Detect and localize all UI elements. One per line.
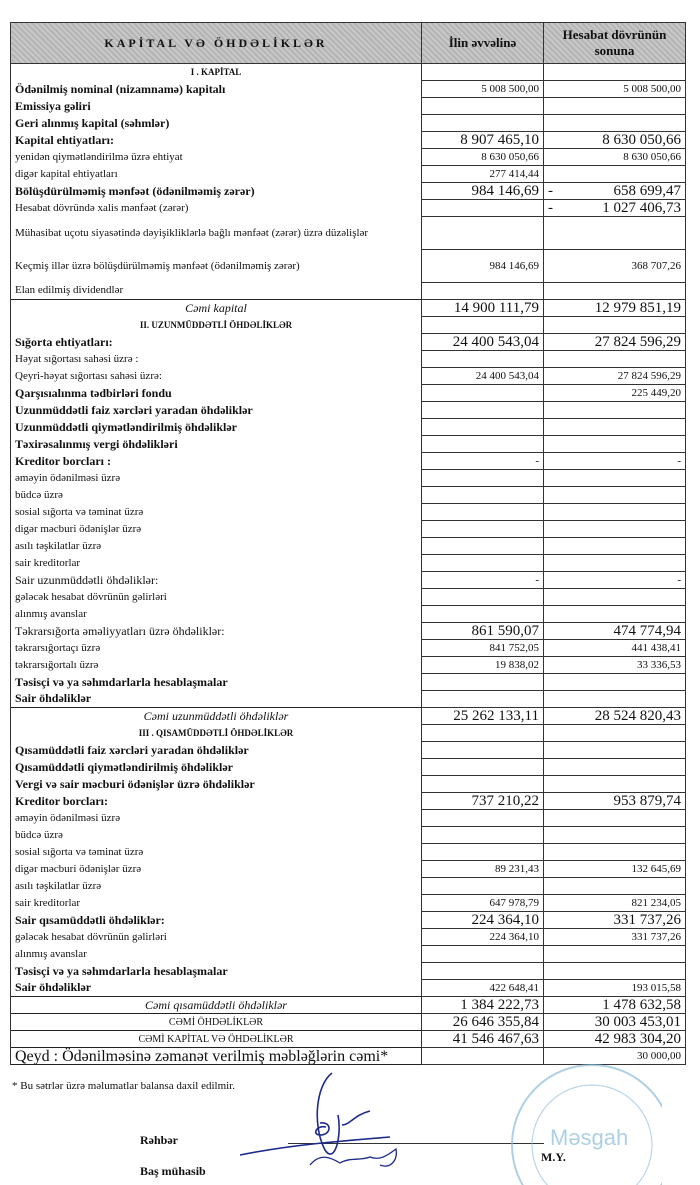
cell-value: 984 146,69: [471, 182, 539, 199]
table-row: [11, 166, 686, 183]
value-end-of-period: [544, 132, 686, 149]
total-row: [11, 1014, 686, 1031]
table-row: [11, 844, 686, 861]
value-start-of-year: [422, 912, 544, 929]
row-label: sosial sığorta və təminat üzrə: [11, 844, 422, 861]
table-row: [11, 878, 686, 895]
total-row: [11, 300, 686, 317]
table-row: [11, 419, 686, 436]
row-label: Vergi və sair məcburi ödənişlər üzrə öhdəliklər: [11, 776, 422, 793]
cell-value: 42 983 304,20: [594, 1030, 681, 1047]
stamp-image: [462, 1045, 662, 1185]
table-row: [11, 436, 686, 453]
value-end-of-period: [544, 166, 686, 183]
cell-value: 27 824 596,29: [617, 369, 681, 382]
table-row: [11, 640, 686, 657]
table-row: [11, 132, 686, 149]
value-end-of-period: [544, 98, 686, 115]
cell-value: 12 979 851,19: [594, 299, 681, 316]
cell-value: 26 646 355,84: [452, 1013, 539, 1030]
row-label: Həyat sığortası sahəsi üzrə :: [11, 351, 422, 368]
value-end-of-period: [544, 793, 686, 810]
table-row: [11, 283, 686, 300]
value-end-of-period: [544, 419, 686, 436]
cell-value: 8 630 050,66: [623, 150, 681, 163]
value-start-of-year: [422, 64, 544, 81]
value-start-of-year: [422, 861, 544, 878]
value-end-of-period: [544, 149, 686, 166]
table-row: [11, 674, 686, 691]
value-end-of-period: [544, 572, 686, 589]
row-label: digər kapital ehtiyatları: [11, 166, 422, 183]
value-start-of-year: [422, 385, 544, 402]
value-end-of-period: [544, 453, 686, 470]
cell-value: 821 234,05: [631, 896, 681, 909]
value-start-of-year: [422, 200, 544, 217]
cell-value: 8 907 465,10: [460, 131, 539, 148]
row-label: Təxirəsalınmış vergi öhdəlikləri: [11, 436, 422, 453]
seal-label: M.Y.: [541, 1150, 566, 1164]
value-start-of-year: [422, 708, 544, 725]
row-label: Cəmi qısamüddətli öhdəliklər: [11, 997, 422, 1014]
row-label: CƏMİ KAPİTAL VƏ ÖHDƏLİKLƏR: [11, 1031, 422, 1048]
section-header-row: [11, 317, 686, 334]
cell-value: 422 648,41: [489, 981, 539, 994]
table-row: [11, 929, 686, 946]
value-end-of-period: [544, 368, 686, 385]
cell-value: 30 003 453,01: [594, 1013, 681, 1030]
row-label: Cəmi uzunmüddətli öhdəliklər: [11, 708, 422, 725]
svg-text:Məsgah: Məsgah: [550, 1125, 629, 1150]
value-end-of-period: [544, 487, 686, 504]
value-end-of-period: [544, 980, 686, 997]
cell-value: 225 449,20: [631, 386, 681, 399]
cell-value: 8 630 050,66: [602, 131, 681, 148]
value-end-of-period: [544, 878, 686, 895]
table-row: [11, 980, 686, 997]
table-row: [11, 946, 686, 963]
table-row: [11, 895, 686, 912]
header-start-of-year: İlin əvvəlinə: [422, 23, 544, 64]
cell-value: 737 210,22: [471, 792, 539, 809]
row-label: təkrarsığortaçı üzrə: [11, 640, 422, 657]
value-start-of-year: [422, 115, 544, 132]
cell-value: 984 146,69: [489, 259, 539, 272]
table-row: [11, 351, 686, 368]
value-end-of-period: [544, 183, 686, 200]
row-label: CƏMİ ÖHDƏLİKLƏR: [11, 1014, 422, 1031]
value-start-of-year: [422, 538, 544, 555]
value-start-of-year: [422, 250, 544, 283]
total-row: [11, 708, 686, 725]
footnote: * Bu sətrlər üzrə məlumatlar balansa daxil edilmir.: [12, 1080, 235, 1092]
table-row: [11, 623, 686, 640]
row-label: sosial sığorta və təminat üzrə: [11, 504, 422, 521]
value-end-of-period: [544, 64, 686, 81]
value-end-of-period: [544, 606, 686, 623]
cell-value: 277 414,44: [489, 167, 539, 180]
row-label: digər məcburi ödənişlər üzrə: [11, 861, 422, 878]
row-label: Təsisçi və ya səhmdarlarla hesablaşmalar: [11, 674, 422, 691]
value-end-of-period: [544, 317, 686, 334]
table-row: [11, 810, 686, 827]
cell-value: 25 262 133,11: [453, 707, 539, 724]
row-label: Sığorta ehtiyatları:: [11, 334, 422, 351]
value-start-of-year: [422, 980, 544, 997]
table-row: [11, 402, 686, 419]
table-row: [11, 538, 686, 555]
header-title: KAPİTAL VƏ ÖHDƏLİKLƏR: [11, 23, 422, 64]
row-label: büdcə üzrə: [11, 827, 422, 844]
cell-value: 861 590,07: [471, 622, 539, 639]
value-start-of-year: [422, 300, 544, 317]
cell-value: 658 699,47: [613, 182, 681, 199]
value-start-of-year: [422, 793, 544, 810]
cell-value: 89 231,43: [495, 862, 539, 875]
accountant-label: Baş mühasib: [140, 1164, 206, 1178]
cell-value: 8 630 050,66: [481, 150, 539, 163]
cell-value: 132 645,69: [631, 862, 681, 875]
table-row: [11, 759, 686, 776]
row-label: gələcək hesabat dövrünün gəlirləri: [11, 929, 422, 946]
value-start-of-year: [422, 419, 544, 436]
cell-value: 224 364,10: [471, 911, 539, 928]
row-label: III . QISAMÜDDƏTLİ ÖHDƏLİKLƏR: [11, 725, 422, 742]
value-start-of-year: [422, 589, 544, 606]
row-label: büdcə üzrə: [11, 487, 422, 504]
table-row: [11, 521, 686, 538]
table-row: [11, 793, 686, 810]
cell-value: 5 008 500,00: [623, 82, 681, 95]
value-end-of-period: [544, 589, 686, 606]
negative-sign: -: [548, 199, 553, 216]
section-header-row: [11, 725, 686, 742]
value-end-of-period: [544, 810, 686, 827]
row-label: Kapital ehtiyatları:: [11, 132, 422, 149]
cell-value: 24 400 543,04: [452, 333, 539, 350]
table-row: [11, 200, 686, 217]
row-label: əməyin ödənilməsi üzrə: [11, 810, 422, 827]
table-row: [11, 98, 686, 115]
row-label: Sair öhdəliklər: [11, 980, 422, 997]
value-end-of-period: [544, 963, 686, 980]
value-start-of-year: [422, 98, 544, 115]
table-row: [11, 691, 686, 708]
value-start-of-year: [422, 132, 544, 149]
value-start-of-year: [422, 283, 544, 300]
header-end-of-period: Hesabat dövrünün sonuna: [544, 23, 686, 64]
value-start-of-year: [422, 521, 544, 538]
value-end-of-period: [544, 725, 686, 742]
table-row: [11, 912, 686, 929]
cell-value: 193 015,58: [631, 981, 681, 994]
value-end-of-period: [544, 300, 686, 317]
value-start-of-year: [422, 217, 544, 250]
row-label: gələcək hesabat dövrünün gəlirləri: [11, 589, 422, 606]
row-label: Keçmiş illər üzrə bölüşdürülməmiş mənfəət (ödənilməmiş zərər): [11, 250, 422, 283]
value-end-of-period: [544, 504, 686, 521]
table-row: [11, 149, 686, 166]
value-start-of-year: [422, 1014, 544, 1031]
row-label: Mühasibat uçotu siyasətində dəyişikliklərlə bağlı mənfəət (zərər) üzrə düzəlişlər: [11, 217, 422, 250]
value-start-of-year: [422, 640, 544, 657]
value-start-of-year: [422, 334, 544, 351]
value-end-of-period: [544, 538, 686, 555]
value-start-of-year: [422, 878, 544, 895]
row-label: Bölüşdürülməmiş mənfəət (ödənilməmiş zərər): [11, 183, 422, 200]
table-row: [11, 827, 686, 844]
value-end-of-period: [544, 827, 686, 844]
value-end-of-period: [544, 640, 686, 657]
value-start-of-year: [422, 844, 544, 861]
table-row: [11, 504, 686, 521]
value-start-of-year: [422, 725, 544, 742]
value-start-of-year: [422, 183, 544, 200]
table-row: [11, 742, 686, 759]
row-label: Cəmi kapital: [11, 300, 422, 317]
value-start-of-year: [422, 572, 544, 589]
row-label: yenidən qiymətləndirilmə üzrə ehtiyat: [11, 149, 422, 166]
row-label: asılı təşkilatlar üzrə: [11, 538, 422, 555]
cell-value: 24 400 543,04: [475, 369, 539, 382]
value-start-of-year: [422, 149, 544, 166]
cell-value: 331 737,26: [631, 930, 681, 943]
signature-image: [220, 1065, 440, 1173]
cell-value: 647 978,79: [489, 896, 539, 909]
value-end-of-period: [544, 283, 686, 300]
value-end-of-period: [544, 657, 686, 674]
row-label: alınmış avanslar: [11, 946, 422, 963]
value-start-of-year: [422, 470, 544, 487]
value-end-of-period: [544, 115, 686, 132]
cell-value: 474 774,94: [613, 622, 681, 639]
row-label: əməyin ödənilməsi üzrə: [11, 470, 422, 487]
row-label: Təkrarsığorta əməliyyatları üzrə öhdəliklər:: [11, 623, 422, 640]
value-start-of-year: [422, 742, 544, 759]
row-label: Qeyd : Ödənilməsinə zəmanət verilmiş məbləğlərin cəmi*: [11, 1048, 422, 1065]
row-label: Qarşısıalınma tədbirləri fondu: [11, 385, 422, 402]
value-end-of-period: [544, 385, 686, 402]
row-label: Qısamüddətli qiymətləndirilmiş öhdəliklər: [11, 759, 422, 776]
value-end-of-period: [544, 674, 686, 691]
row-label: digər məcburi ödənişlər üzrə: [11, 521, 422, 538]
row-label: Sair uzunmüddətli öhdəliklər:: [11, 572, 422, 589]
table-row: [11, 368, 686, 385]
table-row: [11, 81, 686, 98]
value-start-of-year: [422, 827, 544, 844]
value-end-of-period: [544, 759, 686, 776]
cell-value: -: [535, 573, 539, 586]
value-start-of-year: [422, 691, 544, 708]
value-start-of-year: [422, 368, 544, 385]
value-end-of-period: [544, 555, 686, 572]
cell-value: 30 000,00: [637, 1049, 681, 1062]
value-start-of-year: [422, 759, 544, 776]
value-start-of-year: [422, 674, 544, 691]
value-start-of-year: [422, 317, 544, 334]
table-row: [11, 385, 686, 402]
value-end-of-period: [544, 708, 686, 725]
value-end-of-period: [544, 334, 686, 351]
value-end-of-period: [544, 1014, 686, 1031]
row-label: Sair öhdəliklər: [11, 691, 422, 708]
cell-value: 41 546 467,63: [452, 1030, 539, 1047]
cell-value: 841 752,05: [489, 641, 539, 654]
cell-value: 14 900 111,79: [453, 299, 539, 316]
value-start-of-year: [422, 453, 544, 470]
table-row: [11, 183, 686, 200]
cell-value: 33 336,53: [637, 658, 681, 671]
cell-value: 19 838,02: [495, 658, 539, 671]
table-row: [11, 589, 686, 606]
value-start-of-year: [422, 81, 544, 98]
cell-value: 27 824 596,29: [594, 333, 681, 350]
value-start-of-year: [422, 963, 544, 980]
table-row: [11, 963, 686, 980]
table-row: [11, 217, 686, 250]
table-row: [11, 334, 686, 351]
value-start-of-year: [422, 895, 544, 912]
cell-value: -: [535, 454, 539, 467]
director-label: Rəhbər: [140, 1133, 178, 1147]
value-start-of-year: [422, 623, 544, 640]
cell-value: -: [677, 573, 681, 586]
row-label: Elan edilmiş dividendlər: [11, 283, 422, 300]
cell-value: 224 364,10: [489, 930, 539, 943]
row-label: Geri alınmış kapital (səhmlər): [11, 115, 422, 132]
row-label: Təsisçi və ya səhmdarlarla hesablaşmalar: [11, 963, 422, 980]
cell-value: 331 737,26: [613, 911, 681, 928]
table-row: [11, 555, 686, 572]
row-label: Uzunmüddətli faiz xərcləri yaradan öhdəliklər: [11, 402, 422, 419]
table-row: [11, 657, 686, 674]
cell-value: 28 524 820,43: [594, 707, 681, 724]
row-label: Kreditor borcları:: [11, 793, 422, 810]
table-row: [11, 250, 686, 283]
value-end-of-period: [544, 946, 686, 963]
table-header: [11, 23, 686, 64]
table-row: [11, 487, 686, 504]
value-start-of-year: [422, 810, 544, 827]
value-start-of-year: [422, 776, 544, 793]
negative-sign: -: [548, 182, 553, 199]
total-row: [11, 997, 686, 1014]
value-start-of-year: [422, 166, 544, 183]
cell-value: 5 008 500,00: [481, 82, 539, 95]
value-end-of-period: [544, 691, 686, 708]
value-start-of-year: [422, 504, 544, 521]
value-end-of-period: [544, 895, 686, 912]
row-label: Qeyri-həyat sığortası sahəsi üzrə:: [11, 368, 422, 385]
row-label: sair kreditorlar: [11, 555, 422, 572]
value-end-of-period: [544, 250, 686, 283]
value-end-of-period: [544, 200, 686, 217]
value-end-of-period: [544, 623, 686, 640]
value-end-of-period: [544, 861, 686, 878]
value-end-of-period: [544, 217, 686, 250]
table-row: [11, 115, 686, 132]
value-start-of-year: [422, 657, 544, 674]
cell-value: 1 384 222,73: [460, 996, 539, 1013]
value-end-of-period: [544, 521, 686, 538]
row-label: sair kreditorlar: [11, 895, 422, 912]
cell-value: 441 438,41: [631, 641, 681, 654]
section-header-row: [11, 64, 686, 81]
row-label: Qısamüddətli faiz xərcləri yaradan öhdəliklər: [11, 742, 422, 759]
value-end-of-period: [544, 742, 686, 759]
value-end-of-period: [544, 402, 686, 419]
value-start-of-year: [422, 487, 544, 504]
value-end-of-period: [544, 351, 686, 368]
row-label: Hesabat dövründə xalis mənfəət (zərər): [11, 200, 422, 217]
table-row: [11, 470, 686, 487]
value-end-of-period: [544, 81, 686, 98]
value-start-of-year: [422, 606, 544, 623]
table-row: [11, 453, 686, 470]
row-label: Uzunmüddətli qiymətləndirilmiş öhdəliklər: [11, 419, 422, 436]
row-label: I . KAPİTAL: [11, 64, 422, 81]
value-end-of-period: [544, 912, 686, 929]
cell-value: 368 707,26: [631, 259, 681, 272]
table-row: [11, 606, 686, 623]
value-end-of-period: [544, 997, 686, 1014]
value-start-of-year: [422, 402, 544, 419]
row-label: alınmış avanslar: [11, 606, 422, 623]
value-end-of-period: [544, 844, 686, 861]
cell-value: 953 879,74: [613, 792, 681, 809]
table-row: [11, 572, 686, 589]
value-start-of-year: [422, 555, 544, 572]
row-label: Sair qısamüddətli öhdəliklər:: [11, 912, 422, 929]
value-start-of-year: [422, 351, 544, 368]
row-label: asılı təşkilatlar üzrə: [11, 878, 422, 895]
table-row: [11, 776, 686, 793]
row-label: təkrarsığortalı üzrə: [11, 657, 422, 674]
value-end-of-period: [544, 470, 686, 487]
value-end-of-period: [544, 929, 686, 946]
balance-sheet-table: [10, 22, 686, 1065]
value-start-of-year: [422, 436, 544, 453]
value-end-of-period: [544, 776, 686, 793]
table-row: [11, 861, 686, 878]
cell-value: 1 027 406,73: [602, 199, 681, 216]
row-label: Emissiya gəliri: [11, 98, 422, 115]
row-label: Ödənilmiş nominal (nizamnamə) kapitalı: [11, 81, 422, 98]
cell-value: -: [677, 454, 681, 467]
value-end-of-period: [544, 436, 686, 453]
value-start-of-year: [422, 946, 544, 963]
value-start-of-year: [422, 929, 544, 946]
value-start-of-year: [422, 997, 544, 1014]
row-label: II. UZUNMÜDDƏTLİ ÖHDƏLİKLƏR: [11, 317, 422, 334]
row-label: Kreditor borcları :: [11, 453, 422, 470]
cell-value: 1 478 632,58: [602, 996, 681, 1013]
